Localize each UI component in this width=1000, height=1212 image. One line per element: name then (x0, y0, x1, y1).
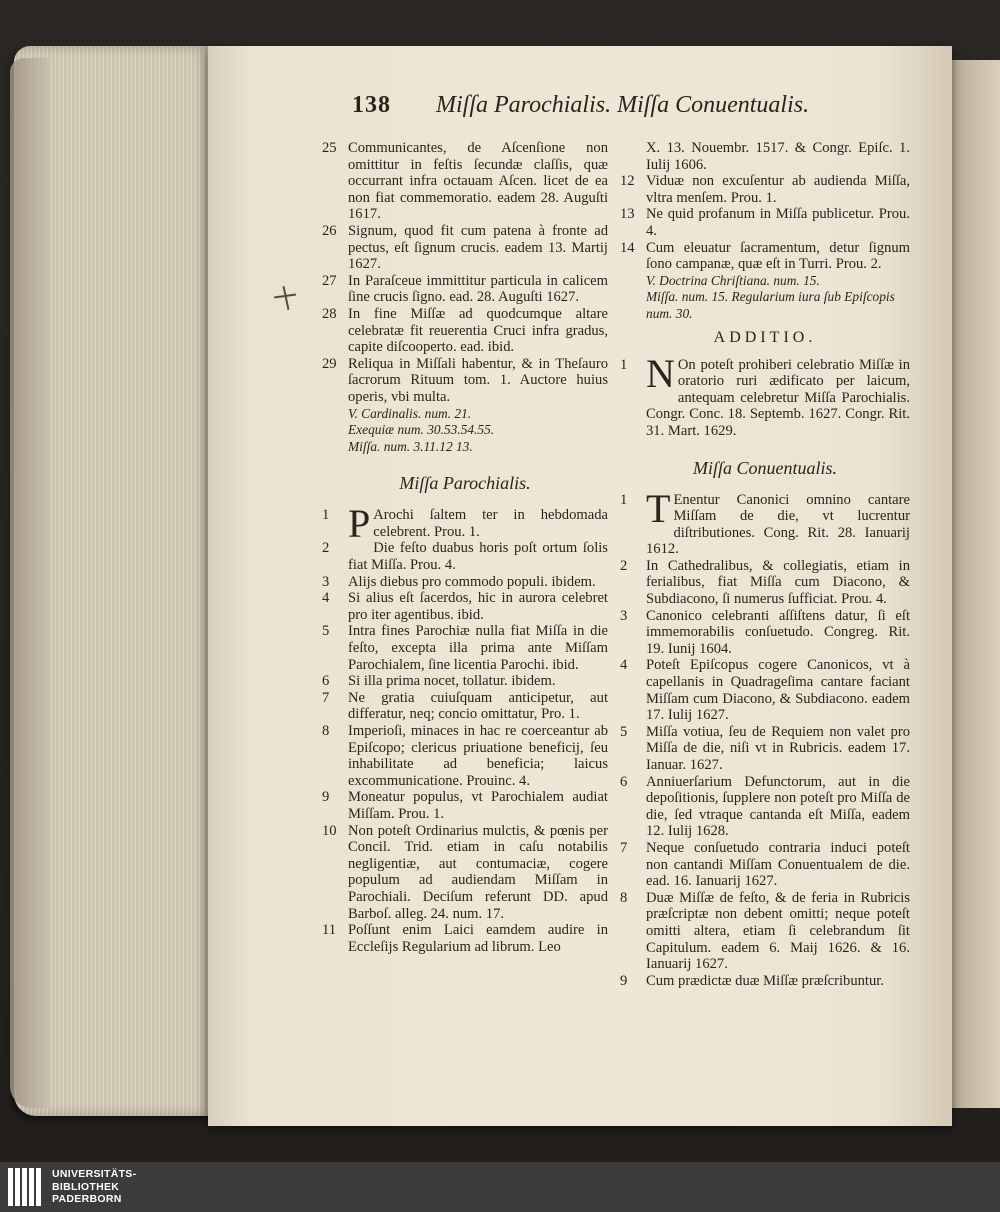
entry-text: Canonico celebranti aſſiſtens datur, ſi eſt immemorabilis conſuetudo. Congreg. Rit. 19. Iunij 1604. (646, 607, 910, 657)
entry-number: 4 (322, 590, 330, 607)
entry (620, 774, 910, 840)
cross-reference: V. Doctrina Chriſtiana. num. 15. (646, 272, 820, 288)
addition-heading: ADDITIO. (713, 328, 817, 346)
entry-number: 3 (620, 607, 628, 624)
entry-text: Poſſunt enim Laici eamdem audire in Eccleſijs Regularium ad librum. Leo (348, 922, 608, 955)
left-cross-references (322, 406, 608, 456)
entry (620, 140, 910, 173)
entry (322, 823, 608, 923)
entry-number: 5 (322, 623, 330, 640)
entry (322, 273, 608, 306)
entry (620, 206, 910, 239)
entry-number: 4 (620, 657, 628, 674)
entry (620, 485, 910, 558)
library-name (52, 1168, 136, 1206)
cross-reference: Miſſa. num. 3.11.12 13. (348, 438, 473, 454)
conuentualis-entries (620, 485, 910, 990)
entry-text: Anniuerſarium Defunctorum, aut in die depoſitionis, ſupplere non poteſt pro Miſſa de die, ſed vtraque cantanda eſt Miſſa, eadem 12. Iulij 1628. (646, 773, 910, 840)
left-column (322, 140, 608, 955)
entry-text: Cum eleuatur ſacramentum, detur ſignum ſono campanæ, quæ eſt in Turri. Prou. 2. (646, 239, 910, 273)
entry (322, 140, 608, 223)
entry-text: Alijs diebus pro commodo populi. ibidem. (348, 573, 596, 590)
drop-initial: P (348, 501, 371, 547)
entry-number: 6 (620, 773, 628, 790)
entry-number: 9 (322, 789, 330, 806)
entry (620, 724, 910, 774)
entry-number: 8 (620, 889, 628, 906)
pencil-cross-icon (274, 286, 298, 310)
entry-text: Moneatur populus, vt Parochialem audiat Miſſam. Prou. 1. (348, 789, 608, 822)
entry (322, 723, 608, 789)
entry-number: 9 (620, 972, 628, 989)
entry (322, 673, 608, 690)
entry-text: Signum, quod fit cum patena à fronte ad pectus, eſt ſignum crucis. eadem 13. Martij 1627. (348, 222, 608, 273)
entry-number: 27 (322, 272, 337, 289)
entry-text: In Paraſceue immittitur particula in calicem ſine crucis ſigno. ead. 28. Auguſti 1627. (348, 272, 608, 306)
drop-initial: N (646, 350, 675, 396)
entry-text: Miſſa votiua, ſeu de Requiem non valet pro Miſſa de die, niſi vt in Rubricis. eadem 17. Ianuar. 1627. (646, 723, 910, 773)
entry-text: Imperioſi, minaces in hac re coerceantur ab Epiſcopo; clericus priuatione beneficij, ſeu inhabilitate ad beneficia; laicus excommunicatione. Prouinc. 4. (348, 723, 608, 789)
entry-text: Communicantes, de Aſcenſione non omittitur in feſtis ſecundæ claſſis, quæ occurrant infra octauam Aſcen. licet de ea non fiat commemoratio. eadem 28. Auguſti 1617. (348, 140, 608, 223)
entry-number: 25 (322, 140, 337, 156)
entry (322, 501, 608, 547)
book-cover-edge (10, 58, 50, 1108)
entry (322, 574, 608, 591)
entry-text: On poteſt prohiberi celebratio Miſſæ in oratorio ruri ædificato per laicum, antequam celebretur Miſſa Parochialis. Congr. Conc. 18. Septemb. 1627. Congr. Rit. 31. Mart. 1629. (646, 356, 910, 439)
left-entries-continued (322, 140, 608, 406)
entry-text: X. 13. Nouembr. 1517. & Congr. Epiſc. 1. Iulij 1606. (646, 140, 910, 173)
section-heading-parochialis: Miſſa Parochialis. (399, 473, 531, 494)
entry (620, 840, 910, 890)
entry-text: Ne gratia cuiuſquam anticipetur, aut differatur, neq; concio omittatur, Pro. 1. (348, 689, 608, 723)
facing-page-edge (952, 60, 1000, 1108)
entry-number: 13 (620, 206, 635, 223)
library-name-line: UNIVERSITÄTS- (52, 1168, 137, 1180)
entry-number: 26 (322, 222, 337, 239)
entry-text: Viduæ non excuſentur ab audienda Miſſa, vltra menſem. Prou. 1. (646, 173, 910, 206)
entry (322, 922, 608, 955)
entry-number: 8 (322, 723, 330, 739)
entry-text: Arochi ſaltem ter in hebdomada celebrent. Prou. 1. (373, 507, 608, 540)
page-number: 138 (352, 92, 391, 118)
entry (322, 306, 608, 356)
entry-text: Si alius eſt ſacerdos, hic in aurora celebret pro iter agentibus. ibid. (348, 590, 608, 623)
library-name-line: BIBLIOTHEK (52, 1180, 120, 1193)
entry (620, 890, 910, 973)
cross-reference: V. Cardinalis. num. 21. (348, 405, 472, 421)
entry (620, 173, 910, 206)
entry-number: 2 (620, 557, 628, 574)
library-name-line: PADERBORN (52, 1193, 122, 1205)
entry (322, 690, 608, 723)
drop-initial: T (646, 485, 671, 531)
entry-number: 3 (322, 573, 330, 590)
entry-text: In fine Miſſæ ad quodcumque altare celebratæ fit reuerentia Cruci infra gradus, capite diſcooperto. ead. ibid. (348, 305, 608, 356)
entry-number: 10 (322, 822, 337, 839)
entry-text: Cum prædictæ duæ Miſſæ præſcribuntur. (646, 972, 884, 989)
entry-number: 1 (322, 507, 330, 524)
entry (322, 223, 608, 273)
entry (322, 590, 608, 623)
entry-number: 29 (322, 355, 337, 372)
entry-number: 2 (322, 540, 330, 557)
entry-text: Duæ Miſſæ de feſto, & de feria in Rubricis præſcriptæ non debent omitti; neque poteſt omitti altera, etiam ſi celebrandum ſit Capitulum. eadem 6. Maij 1626. & 16. Ianuarij 1627. (646, 889, 910, 973)
entry-text: Poteſt Epiſcopus cogere Canonicos, vt à capellanis in Quadrageſima cantare faciant Miſſam cum Diacono, & Subdiacono. eadem 17. Iulij 1627. (646, 657, 910, 724)
entry (620, 608, 910, 658)
entry-text: Ne quid profanum in Miſſa publicetur. Prou. 4. (646, 206, 910, 239)
entry-number: 28 (322, 305, 337, 322)
library-logo-icon (8, 1168, 42, 1206)
entry-text: Intra fines Parochiæ nulla fiat Miſſa in die feſto, excepta illa prima ante Miſſam Parochialem, ſine licentia Parochi. ibid. (348, 623, 608, 673)
entry (322, 789, 608, 822)
entry (322, 356, 608, 406)
entry-text: Neque conſuetudo contraria induci poteſt non cantandi Miſſam Conuentualem de die. ead. 16. Ianuarij 1627. (646, 839, 910, 890)
right-cross-references (620, 273, 910, 323)
entry-text: In Cathedralibus, & collegiatis, etiam in ferialibus, fiat Miſſa cum Diacono, & Subdiacono, ſi numerus ſufficiat. Prou. 4. (646, 557, 910, 608)
right-entries-continued (620, 140, 910, 273)
running-head (352, 92, 812, 128)
entry-number: 1 (620, 491, 628, 508)
cross-reference: Exequiæ num. 30.53.54.55. (348, 422, 495, 438)
entry (620, 350, 910, 440)
section-heading-conuentualis: Miſſa Conuentualis. (693, 457, 837, 478)
cross-reference: Miſſa. num. 15. Regularium iura ſub Epiſcopis num. 30. (646, 289, 895, 321)
entry-text: Non poteſt Ordinarius mulctis, & pœnis per Concil. Trid. etiam in caſu notabilis negligentiæ, aut contumaciæ, cogere populum ad audiendam Miſſam in Parochiali. Deciſum referunt DD. apud Barboſ. alleg. 24. num. 17. (348, 822, 608, 922)
running-title: Miſſa Parochialis. Miſſa Conuentualis. (436, 92, 810, 118)
entry (322, 540, 608, 573)
entry (620, 240, 910, 273)
entry-text: Die feſto duabus horis poſt ortum ſolis fiat Miſſa. Prou. 4. (348, 540, 608, 574)
entry-text: Si illa prima nocet, tollatur. ibidem. (348, 673, 556, 690)
entry-number: 12 (620, 173, 635, 190)
entry-number: 7 (620, 839, 628, 856)
entry-number: 1 (620, 356, 628, 373)
entry (620, 558, 910, 608)
entry-number: 11 (322, 922, 337, 939)
addition-entry (620, 350, 910, 440)
entry-text: Enentur Canonici omnino cantare Miſſam de die, vt lucrentur diſtributiones. Cong. Rit. 28. Ianuarij 1612. (646, 491, 910, 558)
library-footer (0, 1162, 1000, 1212)
entry (620, 973, 910, 990)
entry-number: 7 (322, 689, 330, 706)
right-column (620, 140, 910, 989)
entry-number: 6 (322, 673, 330, 690)
parochialis-entries (322, 501, 608, 955)
entry-number: 14 (620, 239, 635, 256)
entry (322, 623, 608, 673)
entry-text: Reliqua in Miſſali habentur, & in Theſauro ſacrorum Rituum tom. 1. Auctore huius operis, vbi multa. (348, 355, 608, 405)
entry (620, 657, 910, 723)
entry-number: 5 (620, 723, 628, 740)
